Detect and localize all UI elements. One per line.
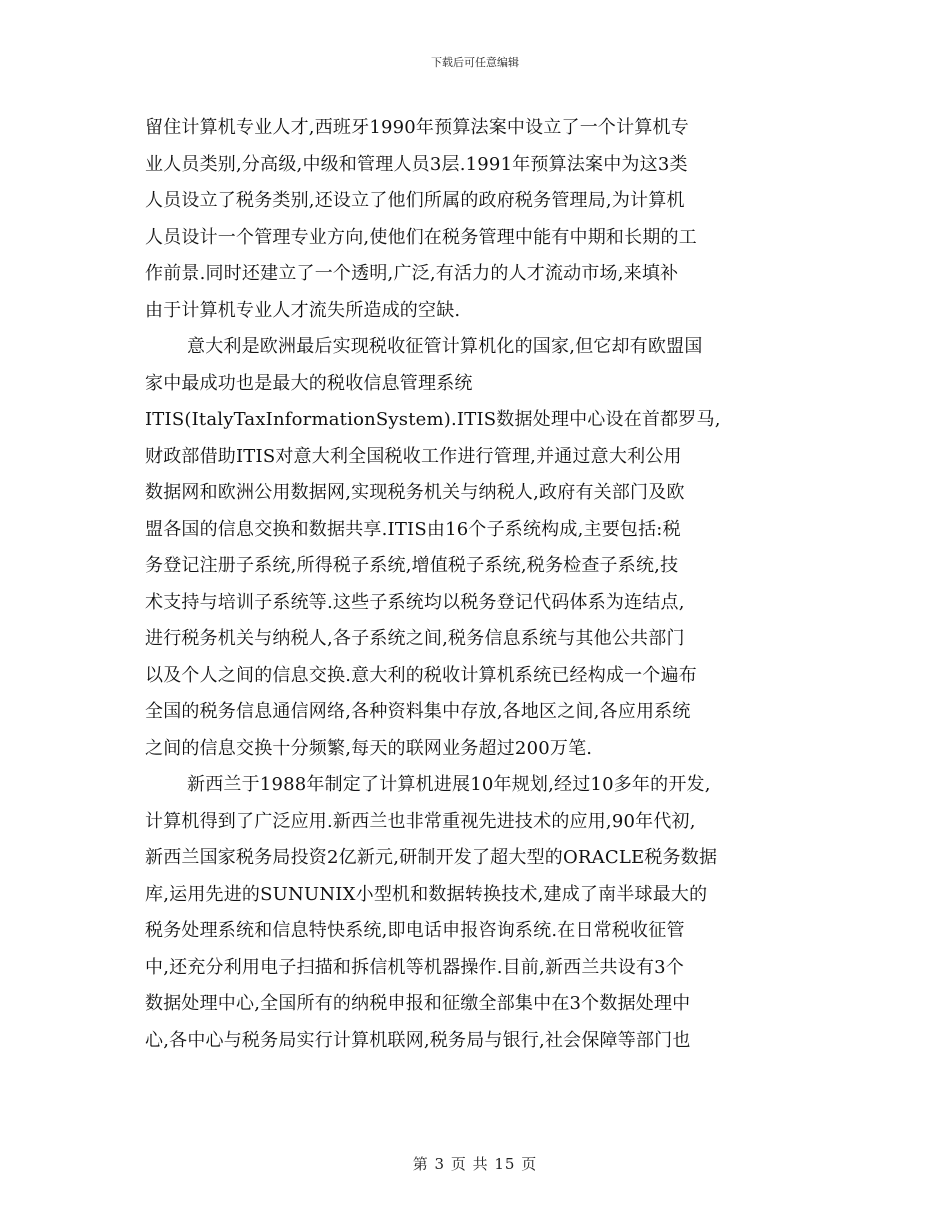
text-line: 税务处理系统和信息特快系统,即电话申报咨询系统.在日常税收征管 — [145, 920, 685, 941]
paragraph-start-line: 新西兰于1988年制定了计算机进展10年规划,经过10多年的开发, — [187, 774, 711, 795]
text-line: 新西兰国家税务局投资2亿新元,研制开发了超大型的ORACLE税务数据 — [145, 847, 718, 868]
text-line: 心,各中心与税务局实行计算机联网,税务局与银行,社会保障等部门也 — [145, 1029, 691, 1051]
text-line: 术支持与培训子系统等.这些子系统均以税务登记代码体系为连结点, — [145, 591, 685, 613]
text-line: 务登记注册子系统,所得税子系统,增值税子系统,税务检查子系统,技 — [145, 555, 679, 576]
text-line: 全国的税务信息通信网络,各种资料集中存放,各地区之间,各应用系统 — [145, 701, 691, 722]
text-line: 数据处理中心,全国所有的纳税申报和征缴全部集中在3个数据处理中 — [145, 993, 691, 1014]
text-line: 之间的信息交换十分频繁,每天的联网业务超过200万笔. — [145, 737, 593, 759]
text-line: 由于计算机专业人才流失所造成的空缺. — [145, 299, 461, 321]
text-line: 库,运用先进的SUNUNIX小型机和数据转换技术,建成了南半球最大的 — [145, 883, 708, 905]
text-line: 盟各国的信息交换和数据共享.ITIS由16个子系统构成,主要包括:税 — [145, 518, 681, 540]
text-line: 财政部借助ITIS对意大利全国税收工作进行管理,并通过意大利公用 — [145, 445, 682, 467]
text-line: 数据网和欧洲公用数据网,实现税务机关与纳税人,政府有关部门及欧 — [145, 482, 685, 503]
text-line: 留住计算机专业人才,西班牙1990年预算法案中设立了一个计算机专 — [145, 117, 689, 138]
text-line: ITIS(ItalyTaxInformationSystem).ITIS数据处理中心设在首都罗马, — [145, 409, 721, 430]
text-line: 人员设计一个管理专业方向,使他们在税务管理中能有中期和长期的工 — [145, 226, 697, 248]
page-number: 第 3 页 共 15 页 — [412, 1155, 538, 1173]
paragraph-start-line: 意大利是欧洲最后实现税收征管计算机化的国家,但它却有欧盟国 — [187, 336, 703, 357]
text-line: 业人员类别,分高级,中级和管理人员3层.1991年预算法案中为这3类 — [145, 153, 688, 175]
text-line: 作前景.同时还建立了一个透明,广泛,有活力的人才流动市场,来填补 — [145, 263, 679, 284]
document-body — [145, 110, 810, 1059]
text-line: 以及个人之间的信息交换.意大利的税收计算机系统已经构成一个遍布 — [145, 664, 697, 686]
text-line: 中,还充分利用电子扫描和拆信机等机器操作.目前,新西兰共设有3个 — [145, 956, 685, 978]
text-line: 进行税务机关与纳税人,各子系统之间,税务信息系统与其他公共部门 — [145, 628, 685, 649]
text-line: 人员设立了税务类别,还设立了他们所属的政府税务管理局,为计算机 — [145, 190, 685, 211]
text-line: 计算机得到了广泛应用.新西兰也非常重视先进技术的应用,90年代初, — [145, 810, 696, 832]
text-line: 家中最成功也是最大的税收信息管理系统 — [145, 372, 473, 394]
page-header: 下载后可任意编辑 — [431, 56, 519, 69]
